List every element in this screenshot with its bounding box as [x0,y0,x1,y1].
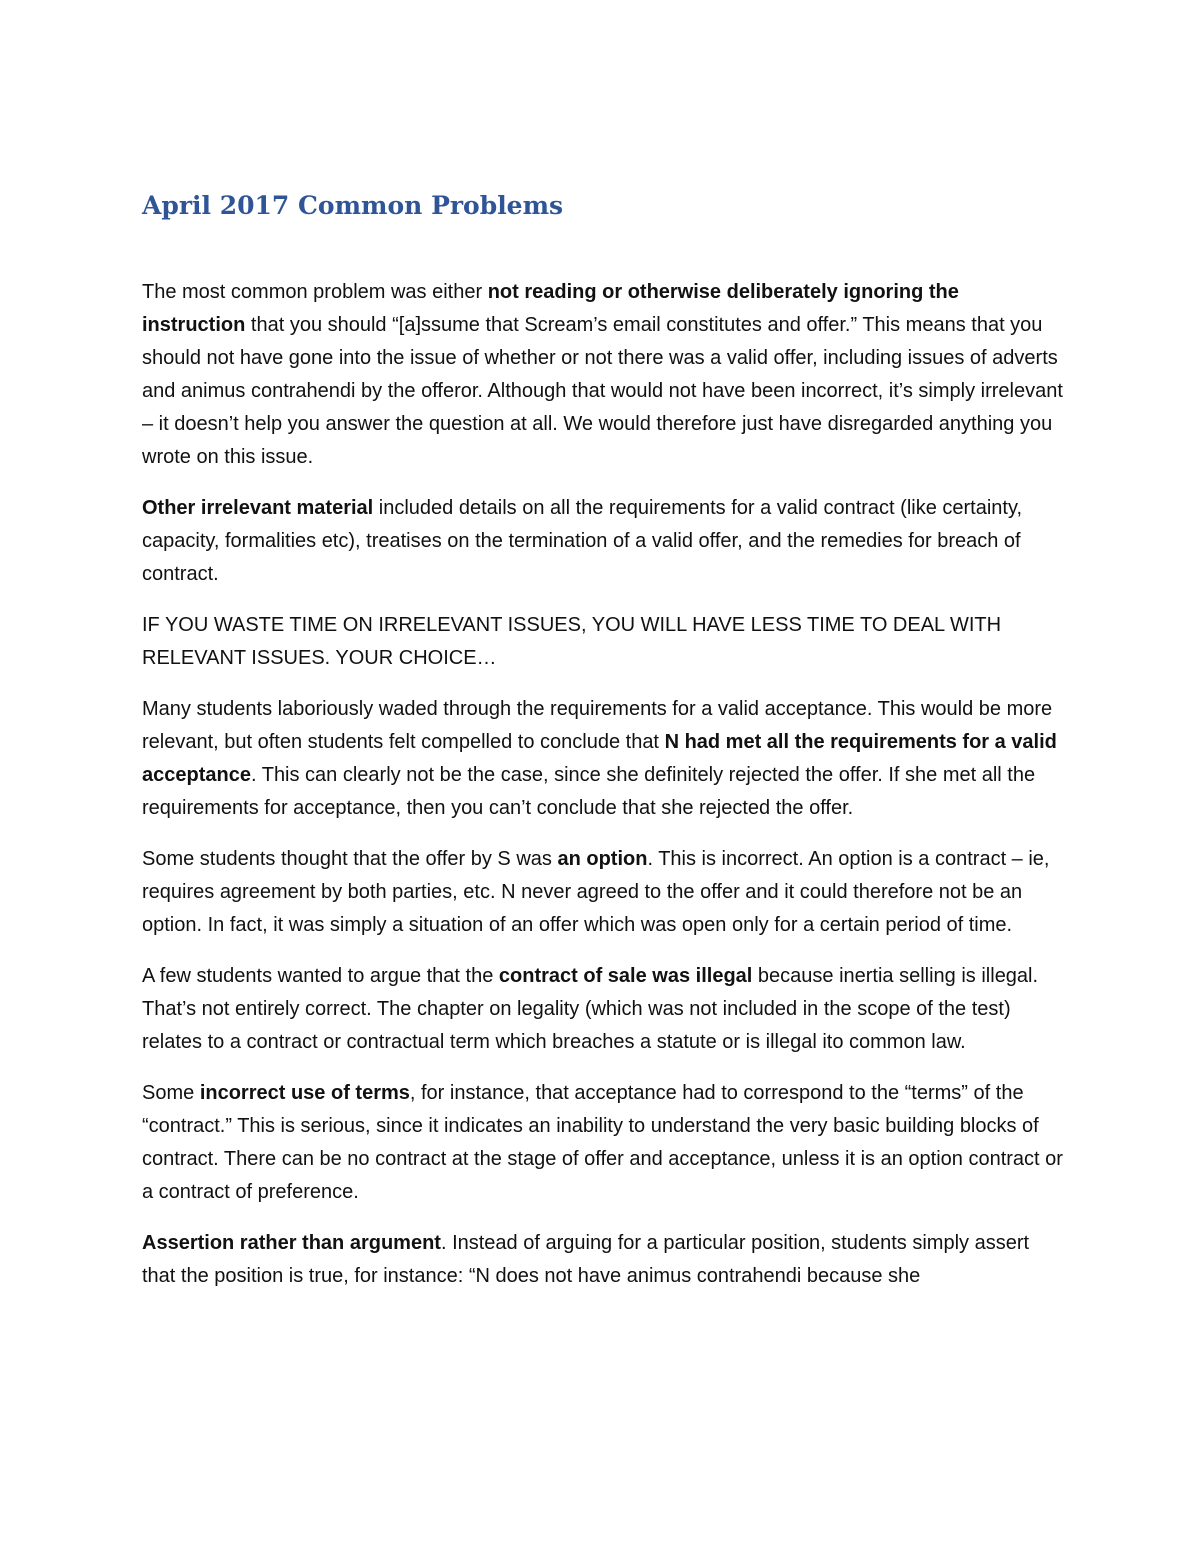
paragraph-text: Some students thought that the offer by S was [142,848,558,870]
paragraph-emphasis: N had met all the requirements for a valid acceptance [142,731,1057,786]
paragraph-text: , for instance, that acceptance had to correspond to the “terms” of the “contract.” This is serious, since it indicates an inability to understand the very basic building blocks of contract. There can be no contract at the stage of offer and acceptance, unless it is an option contract or a contract of preference. [142,1082,1063,1203]
paragraph-text: . This can clearly not be the case, since she definitely rejected the offer. If she met all the requirements for acceptance, then you can’t conclude that she rejected the offer. [142,764,1036,819]
paragraph-text: A few students wanted to argue that the [142,965,499,987]
page-title: April 2017 Common Problems [142,191,564,220]
paragraph-valid-acceptance [142,693,1067,825]
document-body [142,188,1067,1311]
paragraph-emphasis: contract of sale was illegal [498,965,753,987]
paragraph-irrelevant-material [142,492,1067,591]
paragraph-text: Some [142,1082,200,1104]
paragraph-emphasis: not reading or otherwise deliberately ignoring the instruction [142,281,959,336]
paragraph-text: IF YOU WASTE TIME ON IRRELEVANT ISSUES, YOU WILL HAVE LESS TIME TO DEAL WITH RELEVANT ISSUES. YOUR CHOICE… [142,614,1002,669]
paragraph-illegality [142,960,1067,1059]
paragraph-text: that you should “[a]ssume that Scream’s email constitutes and offer.” This means that you should not have gone into the issue of whether or not there was a valid offer, including issues of adverts and animus contrahendi by the offeror. Although that would not have been incorrect, it’s simply irrelevant – it doesn’t help you answer the question at all. We would therefore just have disregarded anything you wrote on this issue. [142,314,1063,468]
paragraph-text: because inertia selling is illegal. That’s not entirely correct. The chapter on legality (which was not included in the scope of the test) relates to a contract or contractual term which breaches a statute or is illegal ito common law. [142,965,1039,1053]
paragraph-text: The most common problem was either [142,281,488,303]
paragraph-text: . This is incorrect. An option is a contract – ie, requires agreement by both parties, etc. N never agreed to the offer and it could therefore not be an option. In fact, it was simply a situation of an offer which was open only for a certain period of time. [142,848,1050,936]
paragraph-text: . Instead of arguing for a particular position, students simply assert that the position is true, for instance: “N does not have animus contrahendi because she [142,1232,1030,1287]
paragraph-emphasis: an option [557,848,648,870]
paragraph-option [142,843,1067,942]
paragraph-incorrect-terms [142,1077,1067,1209]
paragraph-warning [142,609,1067,675]
paragraph-emphasis: incorrect use of terms [199,1082,410,1104]
paragraph-emphasis: Other irrelevant material [142,497,374,519]
paragraph-assertion [142,1227,1067,1293]
paragraph-text: included details on all the requirements for a valid contract (like certainty, capacity, formalities etc), treatises on the termination of a valid offer, and the remedies for breach of contract. [142,497,1023,585]
paragraph-instruction-ignored [142,276,1067,474]
paragraph-text: Many students laboriously waded through the requirements for a valid acceptance. This would be more relevant, but often students felt compelled to conclude that [142,698,1053,753]
paragraph-emphasis: Assertion rather than argument [142,1232,441,1254]
